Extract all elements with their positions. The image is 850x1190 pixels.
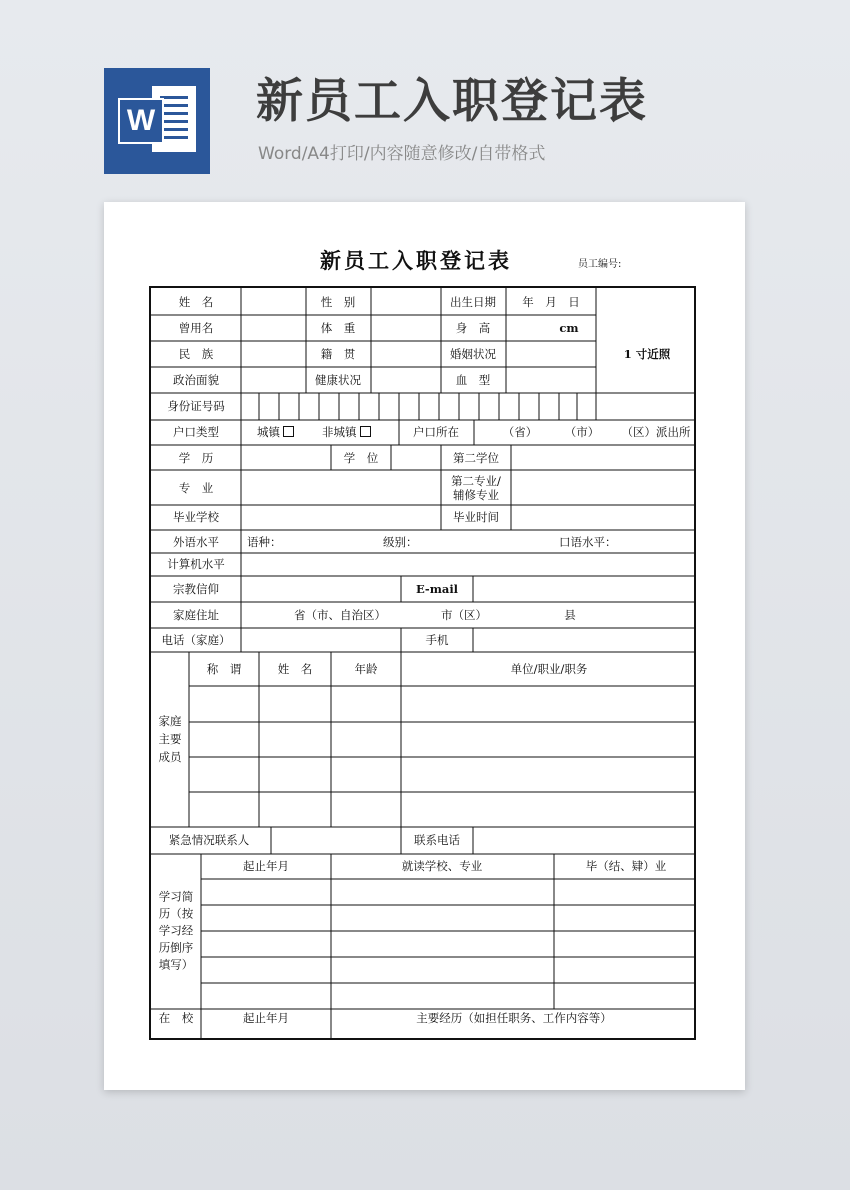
height-unit: cm	[559, 321, 579, 335]
label-graduation-time: 毕业时间	[453, 510, 499, 524]
label-id-number: 身份证号码	[167, 399, 225, 413]
label-birth-date: 出生日期	[450, 295, 496, 309]
label-school: 毕业学校	[173, 510, 219, 524]
label-education: 学 历	[178, 451, 214, 465]
logo-letter: W	[118, 98, 164, 144]
col-relation: 称 谓	[206, 662, 242, 676]
label-ethnicity: 民 族	[178, 347, 214, 361]
label-weight: 体 重	[320, 321, 356, 335]
hukou-city: （市）	[564, 425, 600, 439]
birth-date-hint: 年 月 日	[522, 295, 580, 309]
label-home-phone: 电话（家庭）	[161, 633, 231, 647]
label-family: 家庭主要成员	[158, 714, 182, 764]
address-city: 市（区）	[441, 608, 487, 622]
hukou-province: （省）	[502, 425, 538, 439]
label-marital-status: 婚姻状况	[450, 347, 496, 361]
label-political-status: 政治面貌	[173, 373, 219, 387]
employee-number-label: 员工编号:	[578, 259, 622, 270]
label-name: 姓 名	[178, 295, 214, 309]
word-logo-icon	[104, 68, 210, 174]
address-province: 省（市、自治区）	[294, 608, 386, 622]
option-urban-label: 城镇	[257, 425, 280, 439]
col-main-experience: 主要经历（如担任职务、工作内容等）	[416, 1011, 612, 1025]
label-contact-phone: 联系电话	[414, 833, 460, 847]
col-graduated: 毕（结、肄）业	[585, 859, 667, 873]
label-blood-type: 血 型	[455, 373, 491, 387]
label-religion: 宗教信仰	[173, 582, 219, 596]
form-title: 新员工入职登记表	[320, 248, 512, 273]
label-hukou-location: 户口所在	[413, 425, 459, 439]
label-second-degree: 第二学位	[453, 451, 499, 465]
page-title: 新员工入职登记表	[256, 74, 648, 129]
col-age: 年龄	[354, 662, 378, 676]
label-health: 健康状况	[315, 373, 361, 387]
label-former-name: 曾用名	[178, 321, 214, 335]
urban-checkbox[interactable]	[283, 426, 294, 437]
col-employer: 单位/职业/职务	[510, 662, 588, 676]
label-at-school: 在 校	[158, 1011, 194, 1025]
photo-placeholder: 1 寸近照	[623, 347, 671, 361]
non-urban-checkbox[interactable]	[360, 426, 371, 437]
label-oral-level: 口语水平：	[559, 535, 617, 549]
option-non-urban[interactable]	[322, 425, 371, 439]
hukou-district-police: （区）派出所	[621, 425, 691, 439]
col-school-major: 就读学校、专业	[401, 859, 483, 873]
label-gender: 性 别	[320, 295, 356, 309]
label-level: 级别：	[383, 535, 418, 549]
option-non-urban-label: 非城镇	[322, 425, 357, 439]
label-computer: 计算机水平	[167, 557, 225, 571]
label-address: 家庭住址	[173, 608, 219, 622]
col-period: 起止年月	[243, 859, 289, 873]
label-height: 身 高	[455, 321, 491, 335]
label-emergency-contact: 紧急情况联系人	[168, 833, 250, 847]
label-hukou-type: 户口类型	[173, 425, 219, 439]
label-native-place: 籍 贯	[320, 347, 356, 361]
label-foreign-language: 外语水平	[173, 535, 219, 549]
col-member-name: 姓 名	[277, 662, 313, 676]
label-second-major: 第二专业/辅修专业	[451, 474, 501, 502]
label-language: 语种：	[247, 535, 282, 549]
label-degree: 学 位	[343, 451, 379, 465]
option-urban[interactable]	[257, 425, 294, 439]
address-county: 县	[564, 608, 576, 622]
label-study-history: 学习简历（按学习经历倒序填写）	[158, 889, 194, 972]
col-period-2: 起止年月	[243, 1011, 289, 1025]
label-mobile: 手机	[425, 633, 449, 647]
registration-form-table	[149, 286, 696, 1040]
page-subtitle: Word/A4打印/内容随意修改/自带格式	[258, 144, 546, 164]
label-email: E-mail	[415, 582, 459, 596]
label-major: 专 业	[178, 481, 214, 495]
